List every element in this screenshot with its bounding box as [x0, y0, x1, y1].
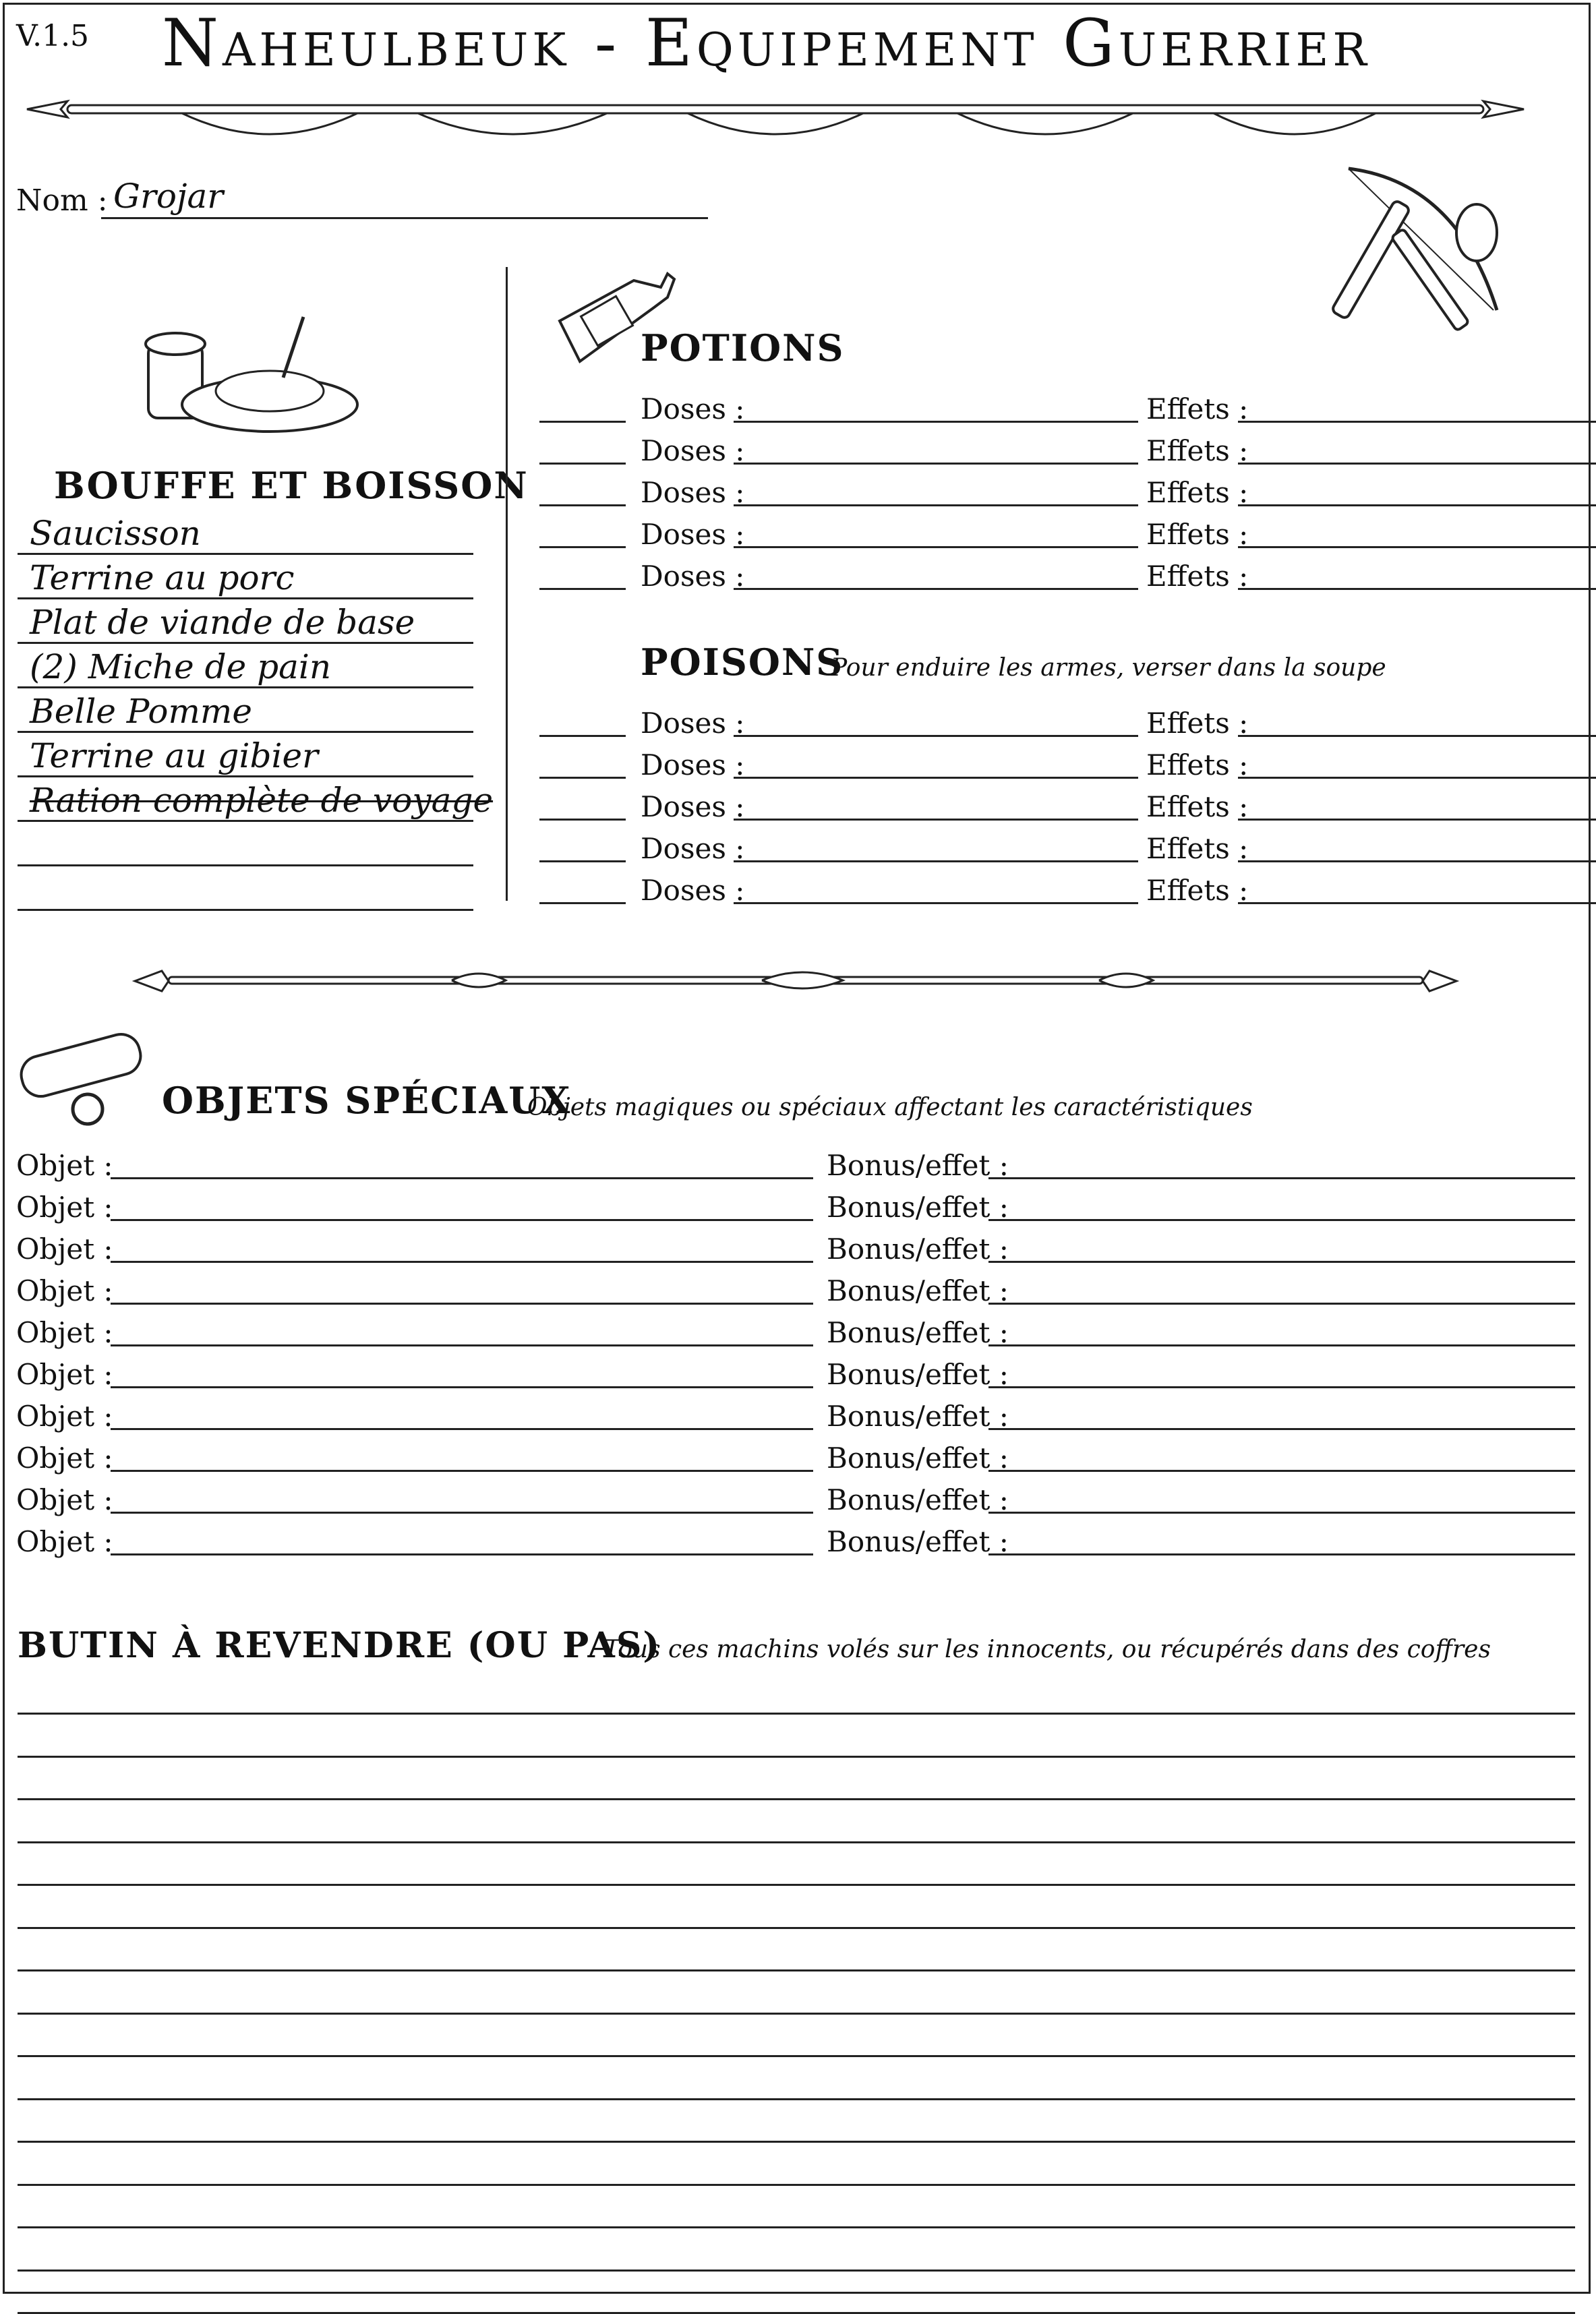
- bonus-label: Bonus/effet :: [827, 1442, 1009, 1475]
- object-label: Objet :: [16, 1149, 113, 1182]
- doses-field[interactable]: [734, 819, 1138, 821]
- effects-field[interactable]: [1238, 902, 1596, 904]
- qty-blank[interactable]: [539, 902, 626, 904]
- food-item[interactable]: Ration complète de voyage: [30, 781, 494, 820]
- qty-blank[interactable]: [539, 588, 626, 590]
- doses-label: Doses :: [641, 874, 745, 907]
- crossed-weapons-icon: [1322, 155, 1524, 337]
- qty-blank[interactable]: [539, 504, 626, 506]
- special-title: OBJETS SPÉCIAUX: [162, 1079, 572, 1122]
- effects-label: Effets :: [1146, 707, 1249, 740]
- potions-title: POTIONS: [641, 326, 845, 369]
- poisons-subtitle: Pour enduire les armes, verser dans la soupe: [831, 654, 1386, 682]
- bonus-field[interactable]: [988, 1344, 1575, 1346]
- object-field[interactable]: [111, 1386, 813, 1388]
- bonus-label: Bonus/effet :: [827, 1316, 1009, 1349]
- doses-field[interactable]: [734, 463, 1138, 465]
- qty-blank[interactable]: [539, 735, 626, 737]
- food-item-line: [18, 553, 473, 555]
- loot-line[interactable]: [18, 2226, 1575, 2228]
- bonus-label: Bonus/effet :: [827, 1358, 1009, 1391]
- doses-field[interactable]: [734, 504, 1138, 506]
- object-label: Objet :: [16, 1191, 113, 1224]
- scroll-ring-icon: [13, 1018, 155, 1133]
- name-value[interactable]: Grojar: [113, 177, 224, 216]
- loot-line[interactable]: [18, 2184, 1575, 2186]
- food-item[interactable]: Saucisson: [30, 514, 201, 553]
- object-field[interactable]: [111, 1344, 813, 1346]
- effects-label: Effets :: [1146, 790, 1249, 823]
- object-field[interactable]: [111, 1303, 813, 1305]
- bonus-label: Bonus/effet :: [827, 1191, 1009, 1224]
- object-field[interactable]: [111, 1261, 813, 1263]
- name-underline: [101, 217, 708, 219]
- doses-label: Doses :: [641, 707, 745, 740]
- doses-field[interactable]: [734, 860, 1138, 862]
- loot-line[interactable]: [18, 1756, 1575, 1758]
- loot-subtitle: Tous ces machins volés sur les innocents, ou récupérés dans des coffres: [603, 1636, 1491, 1663]
- version-label: V.1.5: [16, 19, 90, 53]
- bonus-field[interactable]: [988, 1470, 1575, 1472]
- effects-label: Effets :: [1146, 874, 1249, 907]
- food-item-line: [18, 597, 473, 599]
- food-item-line: [18, 731, 473, 733]
- qty-blank[interactable]: [539, 860, 626, 862]
- loot-line[interactable]: [18, 2270, 1575, 2272]
- object-field[interactable]: [111, 1219, 813, 1221]
- bonus-label: Bonus/effet :: [827, 1525, 1009, 1558]
- object-label: Objet :: [16, 1358, 113, 1391]
- loot-line[interactable]: [18, 1927, 1575, 1929]
- food-item[interactable]: Belle Pomme: [30, 692, 252, 731]
- effects-field[interactable]: [1238, 735, 1596, 737]
- loot-line[interactable]: [18, 1713, 1575, 1715]
- loot-line[interactable]: [18, 1969, 1575, 1971]
- effects-label: Effets :: [1146, 832, 1249, 865]
- loot-line[interactable]: [18, 2013, 1575, 2015]
- object-label: Objet :: [16, 1483, 113, 1516]
- food-item-line: [18, 775, 473, 777]
- effects-field[interactable]: [1238, 504, 1596, 506]
- bonus-field[interactable]: [988, 1428, 1575, 1430]
- food-bowl-icon: [135, 303, 378, 438]
- object-label: Objet :: [16, 1316, 113, 1349]
- object-label: Objet :: [16, 1442, 113, 1475]
- food-item-line: [18, 820, 473, 822]
- doses-label: Doses :: [641, 476, 745, 509]
- effects-field[interactable]: [1238, 546, 1596, 548]
- bonus-label: Bonus/effet :: [827, 1274, 1009, 1307]
- name-label: Nom :: [16, 183, 108, 218]
- effects-label: Effets :: [1146, 476, 1249, 509]
- qty-blank[interactable]: [539, 463, 626, 465]
- effects-field[interactable]: [1238, 421, 1596, 423]
- doses-field[interactable]: [734, 777, 1138, 779]
- effects-field[interactable]: [1238, 819, 1596, 821]
- bonus-label: Bonus/effet :: [827, 1483, 1009, 1516]
- bonus-label: Bonus/effet :: [827, 1400, 1009, 1433]
- effects-label: Effets :: [1146, 560, 1249, 593]
- bonus-field[interactable]: [988, 1303, 1575, 1305]
- food-item[interactable]: Terrine au gibier: [30, 736, 318, 775]
- food-item-line: [18, 642, 473, 644]
- effects-field[interactable]: [1238, 777, 1596, 779]
- object-label: Objet :: [16, 1274, 113, 1307]
- food-item-line: [18, 686, 473, 688]
- bonus-field[interactable]: [988, 1177, 1575, 1179]
- food-item[interactable]: Plat de viande de base: [30, 603, 415, 642]
- doses-label: Doses :: [641, 748, 745, 781]
- staff-ornament: [128, 957, 1463, 1005]
- doses-label: Doses :: [641, 434, 745, 467]
- poisons-title: POISONS: [641, 641, 844, 684]
- doses-label: Doses :: [641, 518, 745, 551]
- object-field[interactable]: [111, 1428, 813, 1430]
- qty-blank[interactable]: [539, 546, 626, 548]
- loot-line[interactable]: [18, 1841, 1575, 1843]
- bonus-field[interactable]: [988, 1386, 1575, 1388]
- bonus-label: Bonus/effet :: [827, 1149, 1009, 1182]
- object-field[interactable]: [111, 1470, 813, 1472]
- object-label: Objet :: [16, 1525, 113, 1558]
- doses-label: Doses :: [641, 790, 745, 823]
- effects-field[interactable]: [1238, 463, 1596, 465]
- effects-label: Effets :: [1146, 434, 1249, 467]
- food-title: BOUFFE ET BOISSON: [54, 464, 529, 507]
- bonus-field[interactable]: [988, 1553, 1575, 1555]
- doses-field[interactable]: [734, 588, 1138, 590]
- qty-blank[interactable]: [539, 777, 626, 779]
- object-label: Objet :: [16, 1400, 113, 1433]
- bonus-field[interactable]: [988, 1512, 1575, 1514]
- food-item[interactable]: (2) Miche de pain: [30, 647, 332, 686]
- object-field[interactable]: [111, 1512, 813, 1514]
- loot-line[interactable]: [18, 2141, 1575, 2143]
- page-title: Naheulbeuk - Equipement Guerrier: [162, 5, 1371, 81]
- loot-line[interactable]: [18, 2098, 1575, 2100]
- bonus-field[interactable]: [988, 1219, 1575, 1221]
- doses-field[interactable]: [734, 421, 1138, 423]
- effects-label: Effets :: [1146, 518, 1249, 551]
- doses-label: Doses :: [641, 832, 745, 865]
- special-subtitle: Objets magiques ou spéciaux affectant les caractéristiques: [527, 1094, 1253, 1121]
- food-item-line: [18, 864, 473, 866]
- bonus-field[interactable]: [988, 1261, 1575, 1263]
- qty-blank[interactable]: [539, 421, 626, 423]
- loot-line[interactable]: [18, 1884, 1575, 1886]
- doses-field[interactable]: [734, 902, 1138, 904]
- loot-line[interactable]: [18, 1798, 1575, 1800]
- doses-label: Doses :: [641, 560, 745, 593]
- qty-blank[interactable]: [539, 819, 626, 821]
- food-item-line: [18, 909, 473, 911]
- object-label: Objet :: [16, 1233, 113, 1266]
- food-item[interactable]: Terrine au porc: [30, 558, 295, 597]
- column-divider: [506, 267, 508, 901]
- effects-label: Effets :: [1146, 748, 1249, 781]
- loot-title: BUTIN À REVENDRE (OU PAS): [18, 1625, 661, 1666]
- object-field[interactable]: [111, 1553, 813, 1555]
- doses-field[interactable]: [734, 546, 1138, 548]
- effects-field[interactable]: [1238, 860, 1596, 862]
- doses-field[interactable]: [734, 735, 1138, 737]
- bonus-label: Bonus/effet :: [827, 1233, 1009, 1266]
- effects-label: Effets :: [1146, 392, 1249, 425]
- effects-field[interactable]: [1238, 588, 1596, 590]
- loot-line[interactable]: [18, 2055, 1575, 2057]
- doses-label: Doses :: [641, 392, 745, 425]
- object-field[interactable]: [111, 1177, 813, 1179]
- spear-ornament: [13, 81, 1537, 155]
